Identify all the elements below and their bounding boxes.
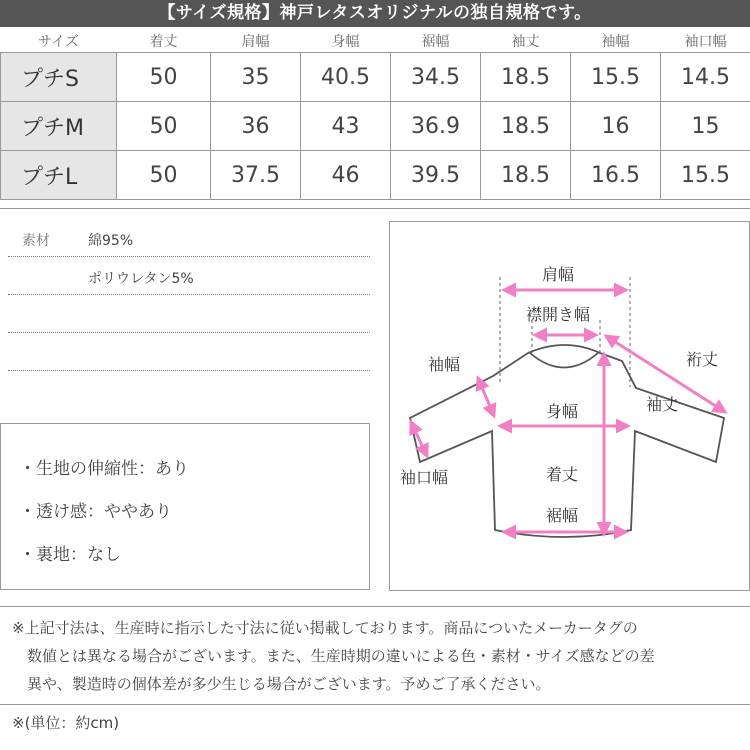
label-yuki: 裄丈	[686, 350, 719, 369]
size-label: プチL	[1, 151, 117, 200]
note-line: ※上記寸法は、生産時に指示した寸法に従い掲載しております。商品についたメーカータグの	[12, 619, 638, 637]
col-size: サイズ	[38, 33, 79, 50]
table-cell: 50	[117, 151, 211, 200]
table-cell: 18.5	[481, 102, 571, 151]
table-cell: 46	[301, 151, 391, 200]
table-cell: 15.5	[661, 151, 750, 200]
table-cell: 14.5	[661, 53, 750, 102]
feature-lining: ・裏地：なし	[19, 545, 121, 565]
feature-stretch: ・生地の伸縮性：あり	[19, 459, 189, 479]
table-cell: 43	[301, 102, 391, 151]
feature-sheerness: ・透け感：ややあり	[19, 502, 172, 522]
material-row	[8, 334, 370, 371]
label-hem: 裾幅	[546, 506, 579, 525]
divider	[0, 208, 750, 209]
table-cell: 37.5	[211, 151, 301, 200]
material-value: 綿95%	[88, 233, 134, 249]
col-sleeve-length: 袖丈	[511, 33, 540, 50]
table-cell: 36	[211, 102, 301, 151]
label-sleeve-length: 袖丈	[646, 395, 679, 414]
table-cell: 18.5	[481, 151, 571, 200]
label-sleeve-width: 袖幅	[428, 355, 461, 374]
label-body-width: 身幅	[546, 402, 579, 421]
table-cell: 40.5	[301, 53, 391, 102]
table-cell: 18.5	[481, 53, 571, 102]
size-spec-title: 【サイズ規格】神戸レタスオリジナルの独自規格です。	[0, 0, 750, 27]
table-cell: 16	[571, 102, 661, 151]
material-row	[8, 296, 370, 333]
cuff-arrow	[411, 422, 427, 456]
table-cell: 50	[117, 102, 211, 151]
neckline	[530, 353, 598, 368]
table-row	[1, 151, 750, 200]
note-line: 数値とは異なる場合がございます。また、生産時期の違いによる色・素材・サイズ感などの差	[12, 647, 655, 665]
table-cell: 39.5	[391, 151, 481, 200]
table-row	[1, 53, 750, 102]
material-row	[8, 258, 370, 295]
table-cell: 15.5	[571, 53, 661, 102]
table-cell: 36.9	[391, 102, 481, 151]
size-label: プチM	[1, 102, 117, 151]
label-length: 着丈	[546, 465, 579, 484]
measurement-diagram	[389, 221, 750, 591]
col-shoulder: 肩幅	[241, 33, 270, 50]
col-cuff: 袖口幅	[684, 33, 727, 50]
note-line: 異や、製造時の個体差が多少生じる場合がございます。予めご了承ください。	[12, 675, 551, 693]
label-neck: 襟開き幅	[526, 305, 591, 324]
divider	[0, 704, 750, 705]
material-row	[8, 220, 370, 257]
label-shoulder: 肩幅	[542, 265, 575, 284]
table-cell: 15	[661, 102, 750, 151]
table-cell: 16.5	[571, 151, 661, 200]
unit-note: ※(単位：約cm)	[12, 714, 120, 732]
table-cell: 50	[117, 53, 211, 102]
size-label: プチS	[1, 53, 117, 102]
table-cell: 34.5	[391, 53, 481, 102]
divider	[0, 606, 750, 607]
material-label: 素材	[22, 233, 50, 249]
col-length: 着丈	[149, 33, 178, 50]
sleeve-width-arrow	[478, 378, 494, 416]
features-box	[0, 423, 370, 590]
col-hem: 裾幅	[421, 33, 450, 50]
table-row	[1, 102, 750, 151]
table-cell: 35	[211, 53, 301, 102]
label-cuff: 袖口幅	[400, 468, 449, 487]
size-table-header	[1, 29, 750, 53]
material-value: ポリウレタン5%	[88, 271, 194, 287]
col-body-width: 身幅	[331, 33, 360, 50]
col-sleeve-width: 袖幅	[601, 33, 630, 50]
size-table	[0, 29, 750, 200]
